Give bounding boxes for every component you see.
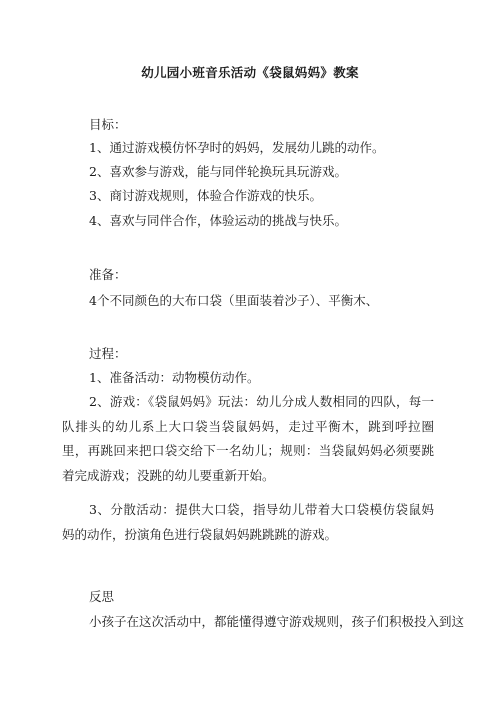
process-step: 1、准备活动：动物模仿动作。 (89, 370, 260, 385)
document-title: 幼儿园小班音乐活动《袋鼠妈妈》教案 (141, 65, 359, 80)
process-step: 2、游戏：《袋鼠妈妈》玩法：幼儿分成人数相同的四队，每一队排头的幼儿系上大口袋当袋鼠妈妈，走过平衡木，跳到呼拉圈里，再跳回来把口袋交给下一名幼儿；规则：当袋鼠妈妈必须要跳着完成游戏；没跳的幼儿要重新开始。 (62, 394, 434, 483)
goal-item: 4、喜欢与同伴合作，体验运动的挑战与快乐。 (89, 213, 347, 228)
prep-text: 4个不同颜色的大布口袋（里面装着沙子）、平衡木、 (89, 293, 379, 308)
reflection-heading: 反思 (89, 589, 115, 604)
goals-heading: 目标： (89, 117, 127, 132)
goal-item: 2、喜欢参与游戏，能与同伴轮换玩具玩游戏。 (89, 164, 347, 179)
prep-heading: 准备： (89, 267, 127, 282)
process-heading: 过程： (89, 346, 127, 361)
goal-item: 3、商讨游戏规则，体验合作游戏的快乐。 (89, 188, 322, 203)
process-step: 3、分散活动：提供大口袋，指导幼儿带着大口袋模仿袋鼠妈妈的动作，扮演角色进行袋鼠妈妈跳跳跳的游戏。 (62, 502, 434, 542)
reflection-text: 小孩子在这次活动中，都能懂得遵守游戏规则，孩子们积极投入到这 (89, 614, 465, 629)
goal-item: 1、通过游戏模仿怀孕时的妈妈，发展幼儿跳的动作。 (89, 140, 385, 155)
